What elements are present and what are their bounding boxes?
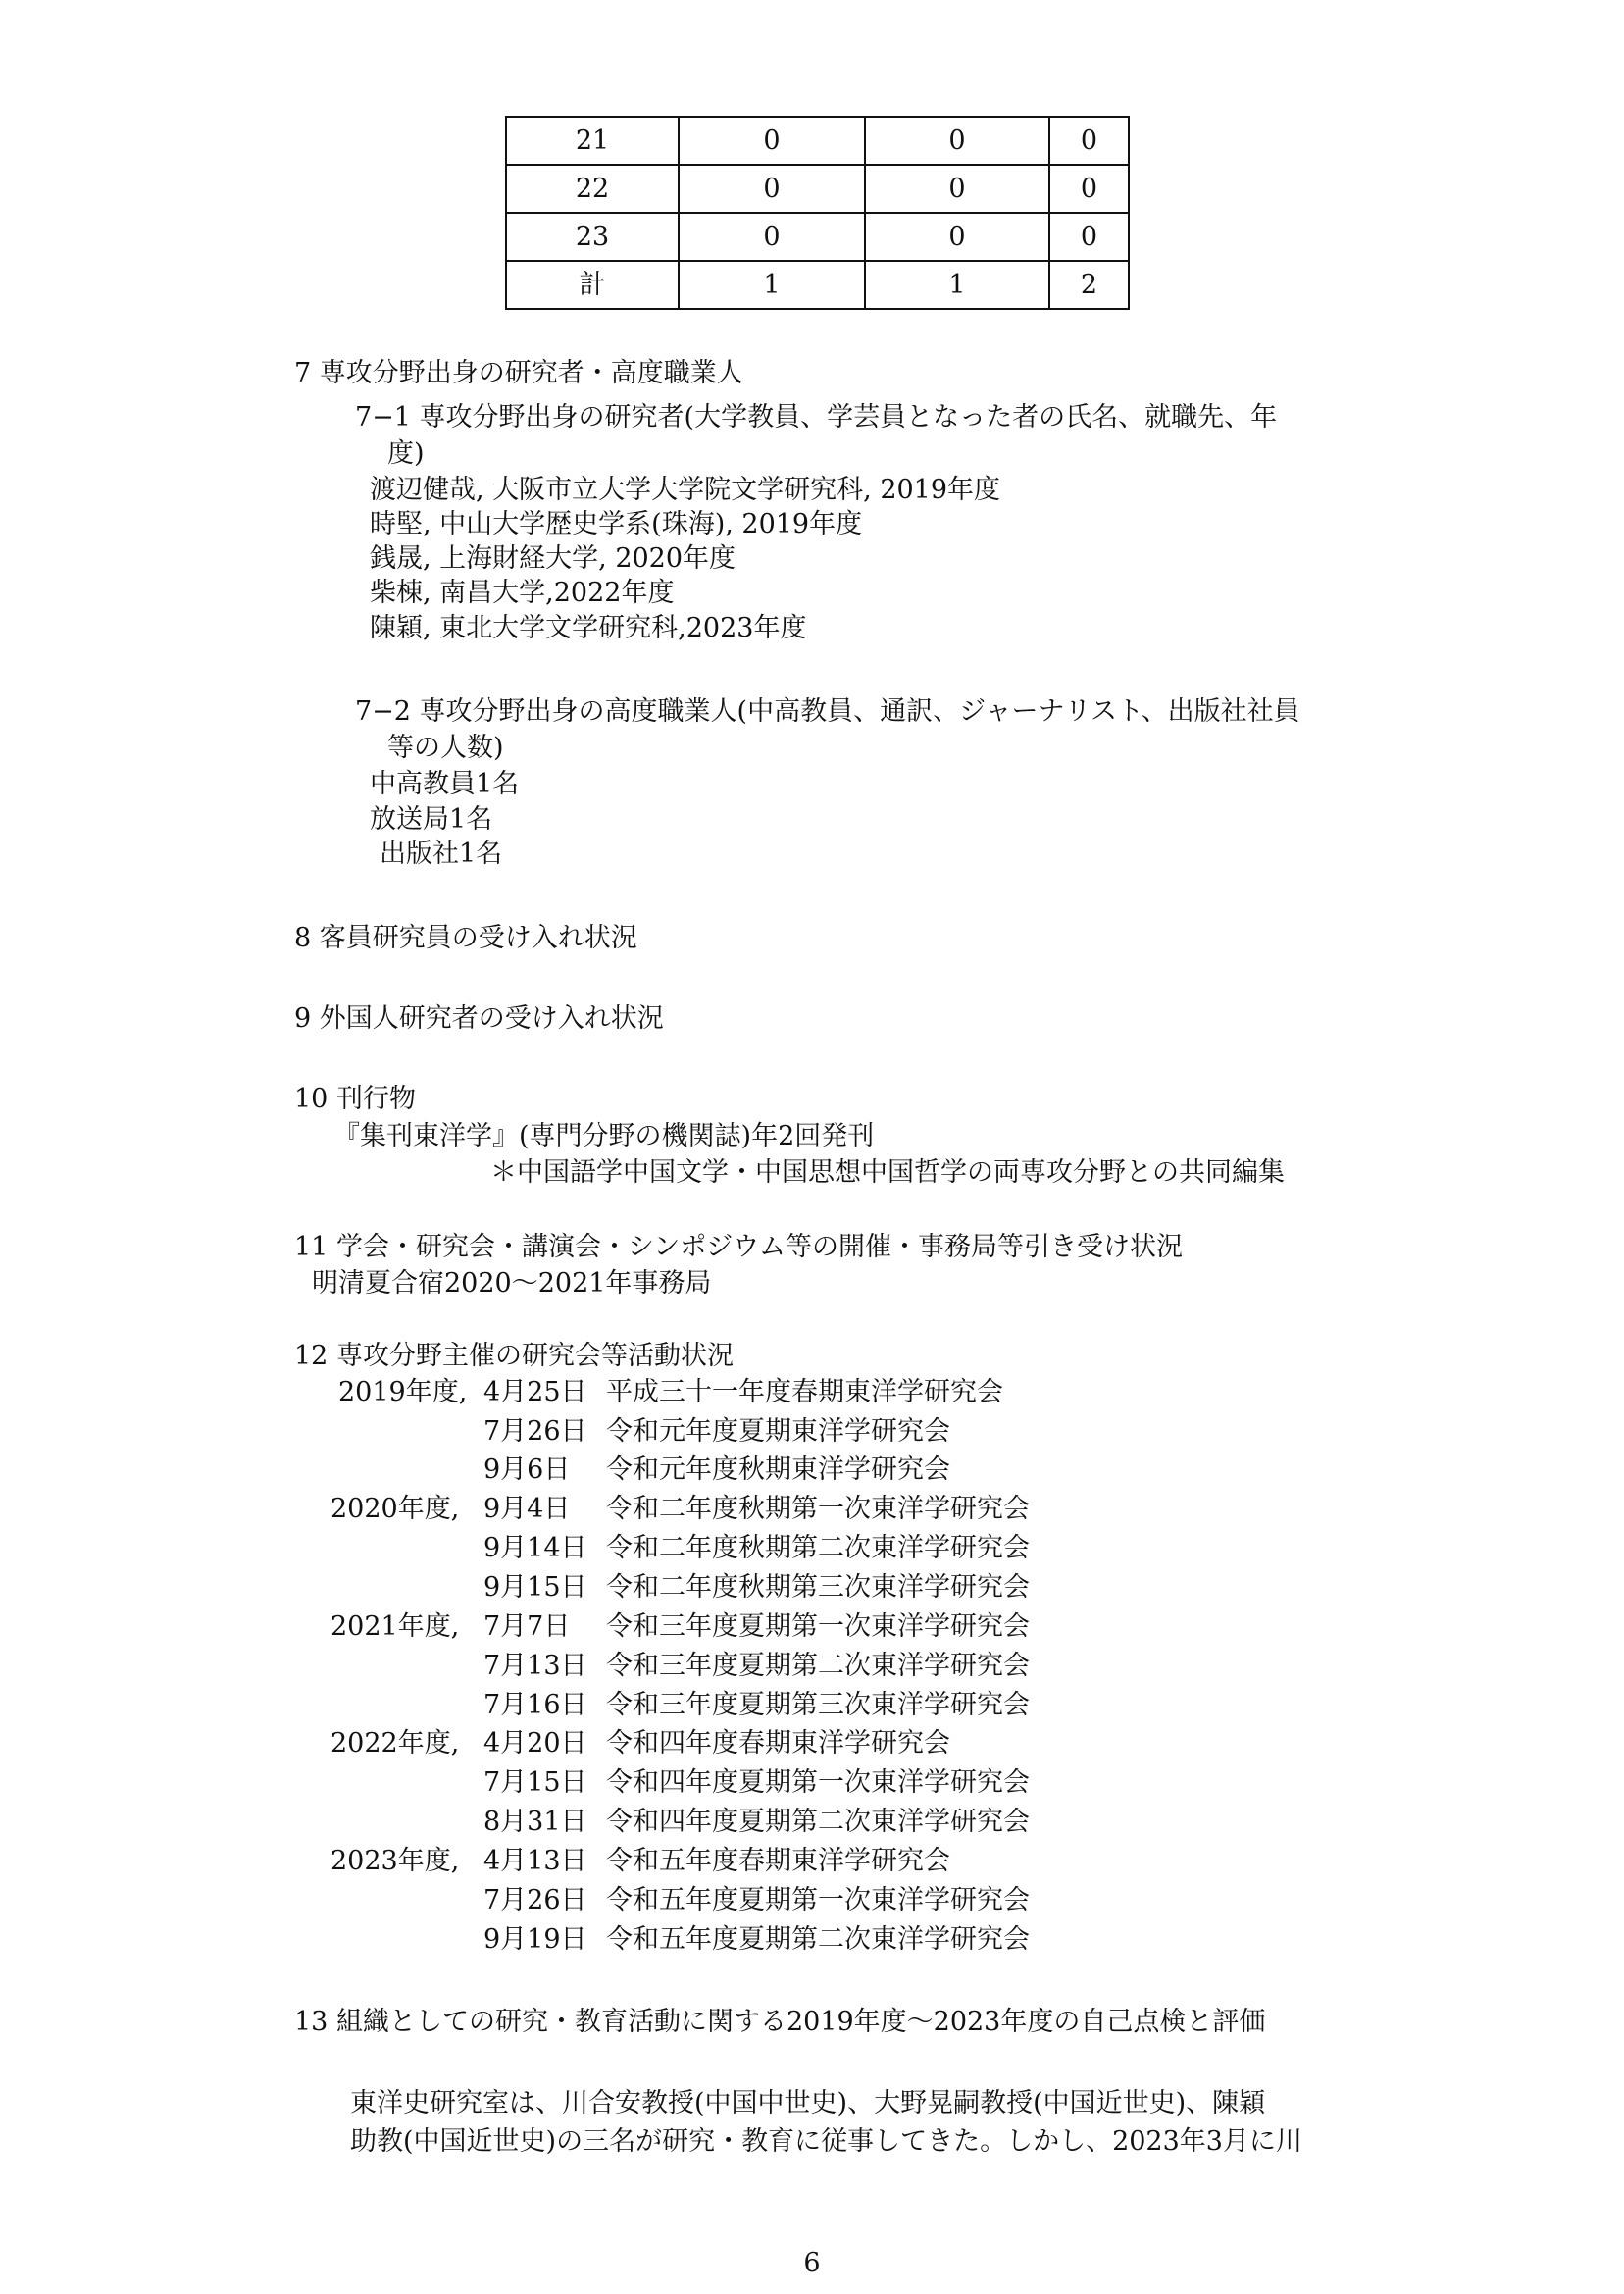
table-cell: 22 — [506, 165, 679, 213]
event-name: 令和元年度夏期東洋学研究会 — [606, 1416, 950, 1447]
researcher-item: 渡辺健哉, 大阪市立大学大学院文学研究科, 2019年度 — [370, 475, 1001, 505]
table-cell: 0 — [865, 117, 1049, 165]
table-cell: 21 — [506, 117, 679, 165]
table-cell: 0 — [679, 165, 865, 213]
event-date: 7月15日 — [483, 1767, 587, 1798]
event-date: 4月25日 — [483, 1377, 587, 1407]
event-date: 8月31日 — [483, 1807, 587, 1837]
event-date: 7月26日 — [483, 1416, 587, 1447]
event-date: 9月6日 — [483, 1454, 571, 1485]
table-row — [506, 213, 1129, 261]
researcher-item: 時堅, 中山大学歴史学系(珠海), 2019年度 — [370, 509, 863, 539]
table-cell: 1 — [865, 261, 1049, 309]
section-7-2-title-cont: 等の人数) — [387, 733, 504, 763]
page-number: 6 — [803, 2248, 821, 2278]
researcher-item: 柴棟, 南昌大学,2022年度 — [370, 578, 675, 608]
event-name: 令和三年度夏期第二次東洋学研究会 — [606, 1651, 1030, 1681]
table-row — [506, 165, 1129, 213]
event-date: 9月14日 — [483, 1533, 587, 1563]
section-9-heading: 9 外国人研究者の受け入れ状況 — [294, 1003, 664, 1034]
event-name: 令和元年度秋期東洋学研究会 — [606, 1454, 950, 1485]
researcher-item: 陳穎, 東北大学文学研究科,2023年度 — [370, 613, 807, 643]
table-cell: 1 — [679, 261, 865, 309]
section-12-heading: 12 専攻分野主催の研究会等活動状況 — [294, 1341, 734, 1371]
event-date: 7月13日 — [483, 1651, 587, 1681]
table-cell: 2 — [1049, 261, 1129, 309]
event-name: 令和二年度秋期第三次東洋学研究会 — [606, 1572, 1030, 1603]
event-year: 2022年度, — [330, 1728, 460, 1759]
professional-item: 放送局1名 — [370, 804, 493, 835]
event-date: 4月20日 — [483, 1728, 587, 1759]
event-year: 2023年度, — [330, 1846, 460, 1876]
table-row — [506, 117, 1129, 165]
researcher-item: 銭晟, 上海財経大学, 2020年度 — [370, 543, 736, 574]
event-date: 9月15日 — [483, 1572, 587, 1603]
event-name: 令和四年度夏期第一次東洋学研究会 — [606, 1767, 1030, 1798]
table-cell: 0 — [865, 165, 1049, 213]
event-name: 令和三年度夏期第一次東洋学研究会 — [606, 1611, 1030, 1642]
event-year: 2020年度, — [330, 1494, 460, 1524]
event-name: 令和二年度秋期第一次東洋学研究会 — [606, 1494, 1030, 1524]
event-name: 令和五年度夏期第二次東洋学研究会 — [606, 1924, 1030, 1955]
table-cell: 計 — [506, 261, 679, 309]
table-cell: 0 — [679, 117, 865, 165]
section-8-heading: 8 客員研究員の受け入れ状況 — [294, 923, 637, 953]
table-row — [506, 261, 1129, 309]
table-cell: 0 — [1049, 213, 1129, 261]
event-name: 令和四年度春期東洋学研究会 — [606, 1728, 950, 1759]
event-date: 7月16日 — [483, 1690, 587, 1720]
event-date: 7月7日 — [483, 1611, 571, 1642]
table-cell: 0 — [1049, 117, 1129, 165]
event-name: 令和三年度夏期第三次東洋学研究会 — [606, 1690, 1030, 1720]
section-11-heading: 11 学会・研究会・講演会・シンポジウム等の開催・事務局等引き受け状況 — [294, 1232, 1183, 1262]
table-cell: 0 — [865, 213, 1049, 261]
paragraph-line: 助教(中国近世史)の三名が研究・教育に従事してきた。しかし、2023年3月に川 — [350, 2126, 1302, 2157]
table-cell: 0 — [1049, 165, 1129, 213]
event-year: 2019年度, — [338, 1377, 468, 1407]
event-date: 9月19日 — [483, 1924, 587, 1955]
paragraph-line: 東洋史研究室は、川合安教授(中国中世史)、大野晃嗣教授(中国近世史)、陳穎 — [350, 2088, 1266, 2118]
section-13-heading: 13 組織としての研究・教育活動に関する2019年度〜2023年度の自己点検と評価 — [294, 2007, 1266, 2037]
section-7-2-title: 7−2 専攻分野出身の高度職業人(中高教員、通訳、ジャーナリスト、出版社社員 — [355, 696, 1300, 727]
table-cell: 0 — [679, 213, 865, 261]
secretariat-line: 明清夏合宿2020〜2021年事務局 — [312, 1268, 712, 1299]
event-date: 9月4日 — [483, 1494, 571, 1524]
table-cell: 23 — [506, 213, 679, 261]
publication-note: ＊中国語学中国文学・中国思想中国哲学の両専攻分野との共同編集 — [490, 1157, 1285, 1188]
section-7-1-title: 7−1 専攻分野出身の研究者(大学教員、学芸員となった者の氏名、就職先、年 — [355, 402, 1278, 433]
professional-item: 中高教員1名 — [370, 769, 520, 799]
section-10-heading: 10 刊行物 — [294, 1084, 416, 1114]
professional-item: 出版社1名 — [380, 839, 503, 869]
event-name: 令和二年度秋期第二次東洋学研究会 — [606, 1533, 1030, 1563]
publication-line: 『集刊東洋学』(専門分野の機関誌)年2回発刊 — [333, 1121, 875, 1151]
event-name: 令和五年度夏期第一次東洋学研究会 — [606, 1885, 1030, 1915]
event-date: 7月26日 — [483, 1885, 587, 1915]
count-table — [505, 116, 1130, 310]
event-name: 令和五年度春期東洋学研究会 — [606, 1846, 950, 1876]
event-date: 4月13日 — [483, 1846, 587, 1876]
section-7-1-title-cont: 度) — [387, 438, 425, 469]
event-name: 平成三十一年度春期東洋学研究会 — [606, 1377, 1003, 1407]
section-7-heading: 7 専攻分野出身の研究者・高度職業人 — [294, 358, 743, 388]
event-name: 令和四年度夏期第二次東洋学研究会 — [606, 1807, 1030, 1837]
event-year: 2021年度, — [330, 1611, 460, 1642]
